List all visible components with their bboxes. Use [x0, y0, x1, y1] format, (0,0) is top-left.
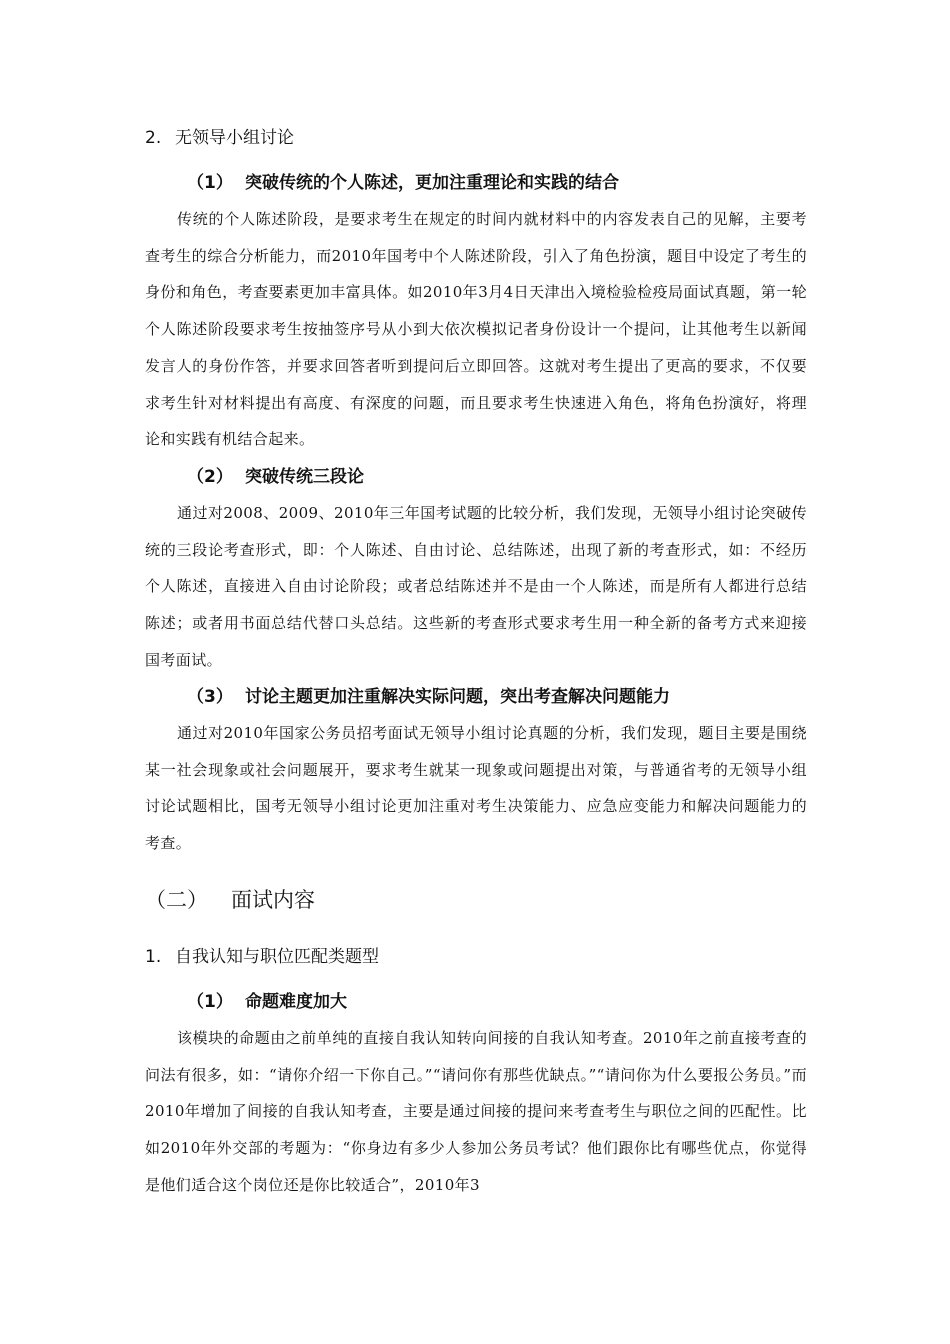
part-heading — [145, 886, 315, 914]
paragraph-sub2: 通过对2008、2009、2010年三年国考试题的比较分析，我们发现，无领导小组讨论突破传统的三段论考查形式，即：个人陈述、自由讨论、总结陈述，出现了新的考查形式，如：不经历个人陈述，直接进入自由讨论阶段；或者总结陈述并不是由一个人陈述，而是所有人都进行总结陈述；或者用书面总结代替口头总结。这些新的考查形式要求考生用一种全新的备考方式来迎接国考面试。 — [145, 504, 807, 669]
paragraph-sub1: 传统的个人陈述阶段，是要求考生在规定的时间内就材料中的内容发表自己的见解，主要考查考生的综合分析能力，而2010年国考中个人陈述阶段，引入了角色扮演，题目中设定了考生的身份和角色，考查要素更加丰富具体。如2010年3月4日天津出入境检验检疫局面试真题，第一轮个人陈述阶段要求考生按抽签序号从小到大依次模拟记者身份设计一个提问，让其他考生以新闻发言人的身份作答，并要求回答者听到提问后立即回答。这就对考生提出了更高的要求，不仅要求考生针对材料提出有高度、有深度的问题，而且要求考生快速进入角色，将角色扮演好，将理论和实践有机结合起来。 — [145, 210, 807, 449]
subheading-number: （2） — [187, 467, 233, 487]
subheading-1 — [187, 172, 619, 194]
subheading-number: （3） — [187, 687, 233, 707]
paragraph-sub1b: 该模块的命题由之前单纯的直接自我认知转向间接的自我认知考查。2010年之前直接考查的问法有很多，如：“请你介绍一下你自己。”“请问你有那些优缺点。”“请问你为什么要报公务员。”而2010年增加了间接的自我认知考查，主要是通过间接的提问来考查考生与职位之间的匹配性。比如2010年外交部的考题为：“你身边有多少人参加公务员考试？他们跟你比有哪些优点，你觉得是他们适合这个岗位还是你比较适合”，2010年3 — [145, 1029, 807, 1194]
section-title: 自我认知与职位匹配类题型 — [175, 947, 379, 967]
subheading-title: 命题难度加大 — [245, 992, 347, 1012]
part-title: 面试内容 — [231, 888, 315, 912]
section-heading-2 — [145, 127, 294, 149]
section-title: 无领导小组讨论 — [175, 128, 294, 148]
subheading-1b — [187, 991, 347, 1013]
subheading-number: （1） — [187, 992, 233, 1012]
subheading-2 — [187, 466, 364, 488]
section-heading-1 — [145, 946, 379, 968]
subheading-number: （1） — [187, 173, 233, 193]
subheading-title: 突破传统的个人陈述，更加注重理论和实践的结合 — [245, 173, 619, 193]
subheading-title: 讨论主题更加注重解决实际问题，突出考查解决问题能力 — [245, 687, 670, 707]
subheading-title: 突破传统三段论 — [245, 467, 364, 487]
section-number: 1. — [145, 947, 162, 967]
part-number: （二） — [145, 888, 208, 912]
subheading-3 — [187, 686, 670, 708]
section-number: 2. — [145, 128, 162, 148]
paragraph-sub3: 通过对2010年国家公务员招考面试无领导小组讨论真题的分析，我们发现，题目主要是围绕某一社会现象或社会问题展开，要求考生就某一现象或问题提出对策，与普通省考的无领导小组讨论试题相比，国考无领导小组讨论更加注重对考生决策能力、应急应变能力和解决问题能力的考查。 — [145, 724, 807, 853]
